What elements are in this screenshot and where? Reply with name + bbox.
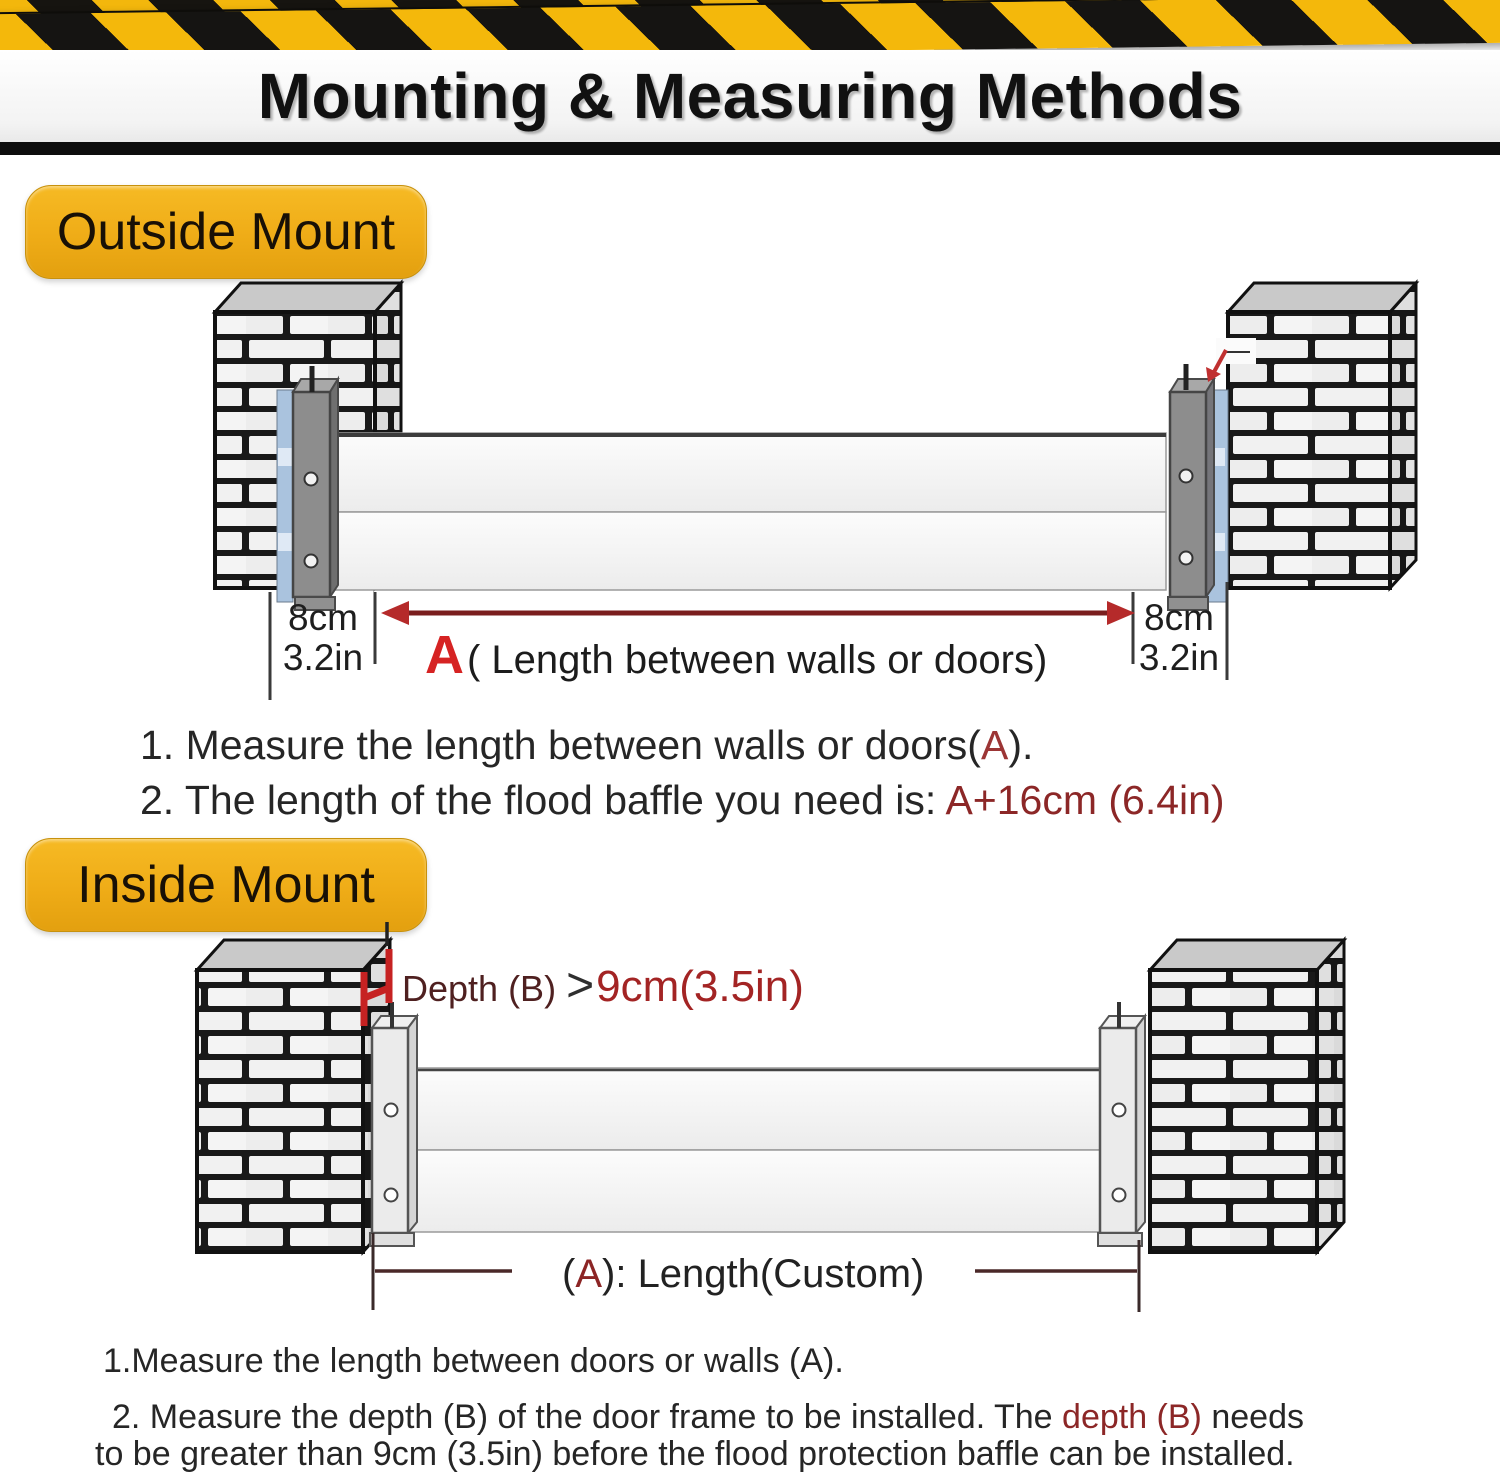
inside-left-bracket — [370, 1002, 417, 1246]
bracket-foot — [370, 1233, 414, 1246]
length-label-text: ( Length between walls or doors) — [467, 638, 1048, 682]
length-letter: A — [575, 1252, 603, 1296]
bracket-body — [1170, 392, 1206, 597]
step-text: 2. The length of the flood baffle you need is: — [140, 777, 946, 823]
step-text: ). — [1008, 722, 1034, 768]
pillar-front-face — [197, 970, 363, 1252]
outside-mount-badge-label: Outside Mount — [56, 203, 396, 261]
inside-step-2-line-2 — [95, 1435, 1295, 1474]
step-text: 1. Measure the length between walls or doors( — [140, 722, 981, 768]
screw — [385, 1104, 398, 1117]
step-text: 1.Measure the length between doors or walls (A). — [103, 1342, 844, 1380]
greater-than-sign: > — [566, 959, 595, 1012]
pillar-top-face — [1150, 940, 1344, 970]
dim-left-inch: 3.2in — [282, 637, 364, 678]
seal-mark — [278, 448, 292, 466]
depth-requirement-label — [402, 958, 804, 1013]
step-formula: A+16cm (6.4in) — [945, 777, 1225, 823]
outside-right-pillar — [1216, 283, 1416, 588]
screw — [385, 1189, 398, 1202]
dimension-label-left — [270, 598, 376, 678]
pillar-top-face — [197, 940, 390, 970]
screw — [1180, 470, 1193, 483]
dim-left-cm: 8cm — [288, 597, 358, 638]
depth-label-text: Depth (B) — [402, 968, 557, 1009]
pillar-top-face — [1228, 283, 1416, 312]
inside-barrier-panels — [408, 1068, 1104, 1232]
outside-step-1 — [140, 722, 1033, 769]
step-text: 2. Measure the depth (B) of the door frame to be installed. The — [112, 1398, 1063, 1436]
barrier-panel-bottom — [332, 512, 1166, 590]
screw — [305, 555, 318, 568]
bracket-side — [408, 1016, 417, 1233]
step-text: to be greater than 9cm (3.5in) before the flood protection baffle can be installed. — [95, 1435, 1295, 1473]
depth-value: 9cm(3.5in) — [596, 962, 804, 1011]
bracket-foot — [1098, 1233, 1142, 1246]
length-letter-a: A — [425, 625, 464, 685]
pillar-top-face — [215, 283, 401, 312]
arrow-head-left — [381, 601, 409, 625]
outside-step-2 — [140, 777, 1225, 824]
pillar-front-face — [1150, 970, 1317, 1252]
dim-right-cm: 8cm — [1144, 597, 1214, 638]
screw — [1113, 1189, 1126, 1202]
dimension-label-right — [1130, 598, 1228, 678]
pillar-side-face — [1390, 283, 1416, 588]
outside-left-bracket — [293, 366, 338, 610]
barrier-panel-top — [408, 1068, 1104, 1150]
inside-right-bracket — [1098, 1002, 1145, 1246]
screw — [1180, 552, 1193, 565]
flood-barrier-panels — [332, 433, 1166, 590]
seal-strip-left — [277, 390, 293, 602]
screw — [305, 473, 318, 486]
inside-mount-badge-label: Inside Mount — [77, 856, 375, 914]
step-letter-a: A — [980, 722, 1009, 768]
screw — [1113, 1104, 1126, 1117]
seal-mark — [278, 533, 292, 551]
bracket-side — [1136, 1016, 1145, 1233]
inside-step-2 — [112, 1398, 1304, 1437]
custom-length-label — [562, 1252, 924, 1297]
dim-right-inch: 3.2in — [1138, 637, 1220, 678]
inside-right-pillar — [1150, 940, 1344, 1252]
barrier-panel-top — [332, 433, 1166, 512]
barrier-panel-bottom — [408, 1150, 1104, 1232]
inside-step-1 — [103, 1342, 844, 1381]
length-between-walls-label — [425, 624, 1047, 686]
step-text: needs — [1201, 1398, 1304, 1436]
page-title: Mounting & Measuring Methods — [257, 60, 1243, 132]
length-pre: ( — [562, 1252, 576, 1296]
pillar-side-face — [1317, 940, 1344, 1252]
length-post: ): Length(Custom) — [602, 1252, 925, 1296]
step-depth-highlight: depth (B) — [1062, 1398, 1202, 1436]
